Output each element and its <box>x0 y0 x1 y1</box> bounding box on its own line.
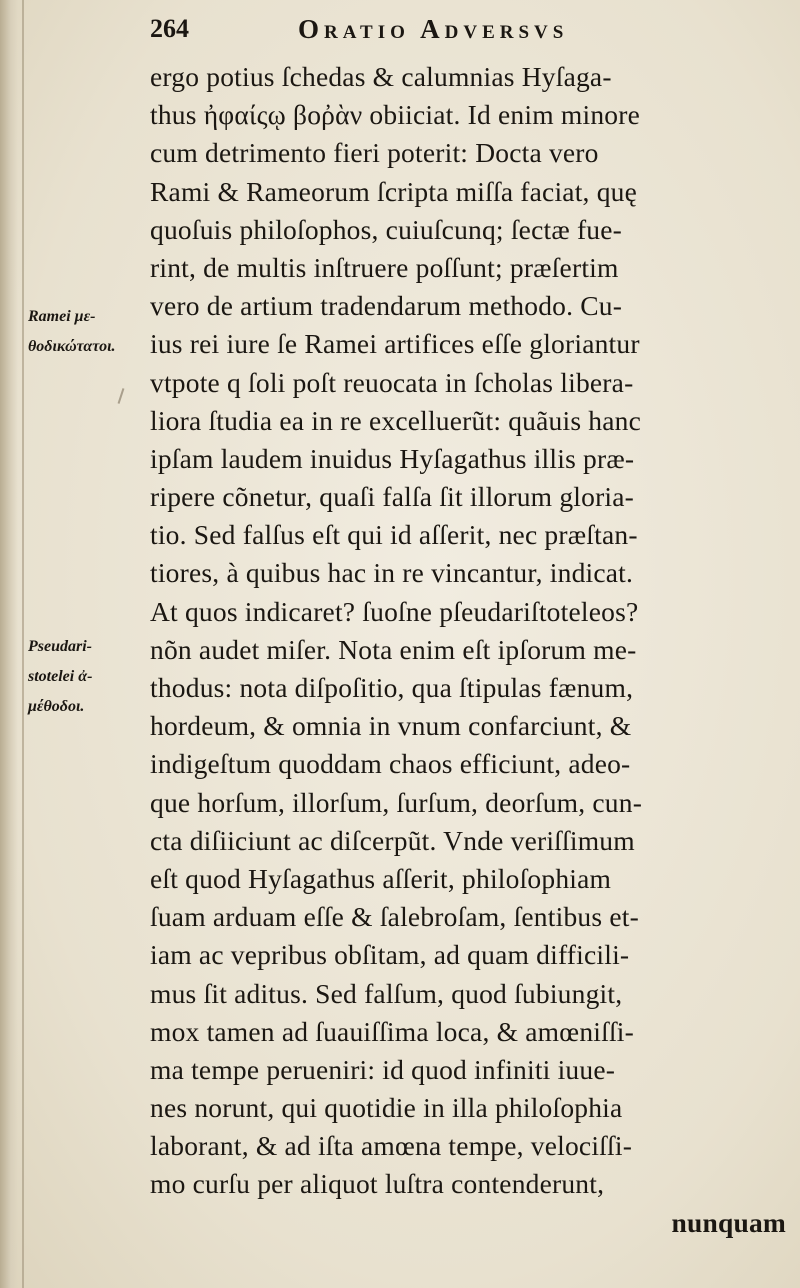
text-line: mo curſu per aliquot luſtra contenderunt, <box>150 1168 605 1200</box>
text-line: eſt quod Hyſagathus aſſerit, philoſophiam <box>150 862 612 894</box>
text-line: vtpote q ſoli poſt reuocata in ſcholas libera- <box>150 366 634 398</box>
marginal-note-line: Pseudari- <box>28 638 92 655</box>
binding-edge-line <box>22 0 24 1288</box>
text-line: que horſum, illorſum, ſurſum, deorſum, cun- <box>150 786 643 818</box>
text-line: iam ac vepribus obſitam, ad quam difficili- <box>150 939 630 971</box>
text-line: thus ἠφαίςῳ βοῤὰν obiiciat. Id enim minore <box>150 99 640 131</box>
text-line: ſuam arduam eſſe & ſalebroſam, ſentibus et- <box>150 901 639 933</box>
marginal-note-line: θοδικώτατοι. <box>28 338 116 355</box>
ink-mark <box>118 388 125 404</box>
text-line: indigeſtum quoddam chaos efficiunt, adeo- <box>150 748 631 780</box>
text-line: mus ſit aditus. Sed falſum, quod ſubiungit, <box>150 977 623 1009</box>
text-line: cta diſiiciunt ac diſcerpũt. Vnde veriſſimum <box>150 824 635 856</box>
text-line: laborant, & ad iſta amœna tempe, velociſſi- <box>150 1130 633 1162</box>
text-line: ma tempe perueniri: id quod infiniti iuue- <box>150 1053 616 1085</box>
marginal-note-pseudaristotelei <box>28 632 92 722</box>
text-line: hordeum, & omnia in vnum confarciunt, & <box>150 710 632 742</box>
text-line: quoſuis philoſophos, cuiuſcunq; ſectæ fue- <box>150 213 623 245</box>
text-line: liora ſtudia ea in re excelluerũt: quãuis hanc <box>150 404 642 436</box>
running-title: Oratio Adversvs <box>298 14 569 44</box>
text-line: ripere cõnetur, quaſi falſa ſit illorum gloria- <box>150 481 635 513</box>
text-line: At quos indicaret? ſuoſne pſeudariſtoteleos? <box>150 595 639 627</box>
text-line: ipſam laudem inuidus Hyſagathus illis præ- <box>150 442 635 474</box>
page-number: 264 <box>150 14 189 43</box>
text-line: ius rei iure ſe Ramei artifices eſſe gloriantur <box>150 328 640 360</box>
marginal-note-ramei <box>28 302 116 362</box>
text-line: mox tamen ad ſuauiſſima loca, & amœniſſi- <box>150 1015 634 1047</box>
marginal-note-line: Ramei με- <box>28 308 96 325</box>
text-line: tiores, à quibus hac in re vincantur, indicat. <box>150 557 634 589</box>
binding-gutter <box>0 0 18 1288</box>
catchword: nunquam <box>671 1206 786 1238</box>
marginal-note-line: μέθοδοι. <box>28 698 85 715</box>
text-line: ergo potius ſchedas & calumnias Hyſaga- <box>150 61 612 92</box>
text-line: cum detrimento fieri poterit: Docta vero <box>150 137 599 169</box>
marginal-note-line: stotelei ἀ- <box>28 668 93 685</box>
text-line: nes norunt, qui quotidie in illa philoſophia <box>150 1092 623 1124</box>
text-line: tio. Sed falſus eſt qui id aſſerit, nec præſtan- <box>150 519 638 551</box>
running-head <box>150 14 770 54</box>
text-line: vero de artium tradendarum methodo. Cu- <box>150 290 623 322</box>
text-line: nõn audet miſer. Nota enim eſt ipſorum me- <box>150 633 637 665</box>
text-line: Rami & Rameorum ſcripta miſſa faciat, quę <box>150 175 638 207</box>
text-line: thodus: nota diſpoſitio, qua ſtipulas fænum, <box>150 672 634 703</box>
body-text <box>150 58 786 1242</box>
text-line: rint, de multis inſtruere poſſunt; præſertim <box>150 251 619 283</box>
